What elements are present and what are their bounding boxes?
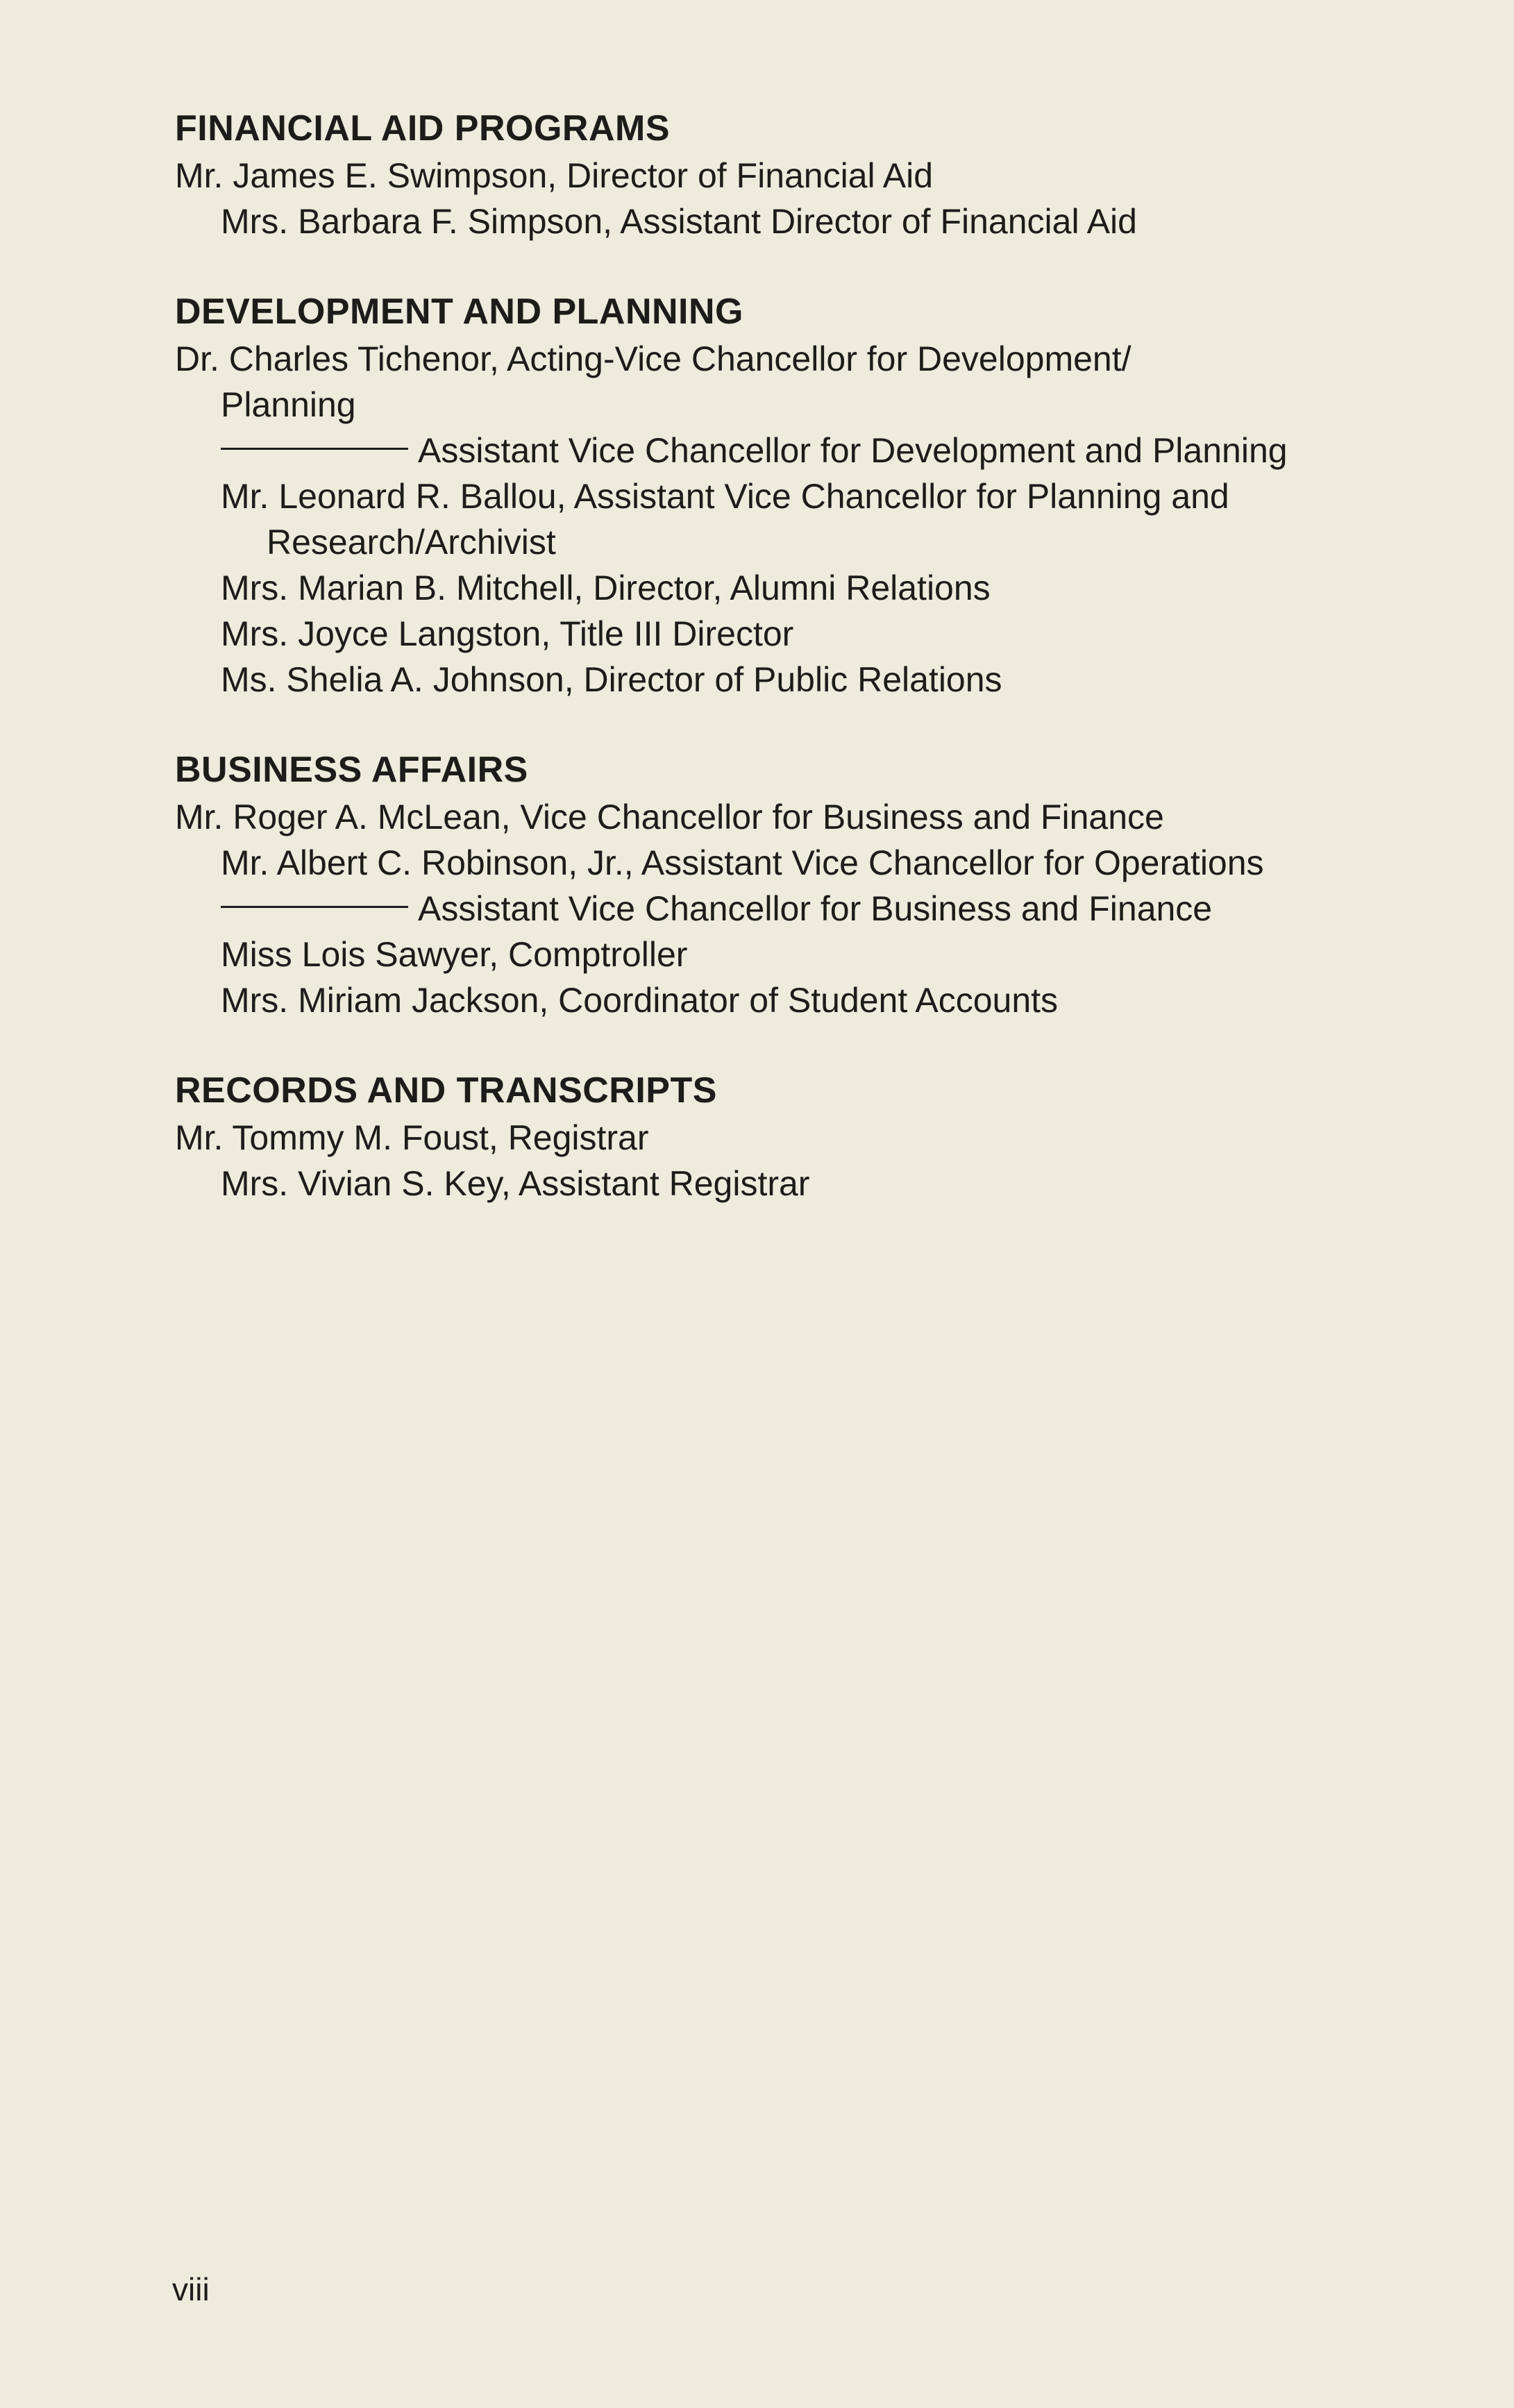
vacant-position-line — [175, 428, 1411, 473]
entry-text: Mrs. Barbara F. Simpson, Assistant Director of Financial Aid — [221, 202, 1137, 241]
staff-entry — [175, 153, 1411, 199]
directory-section — [175, 1066, 1411, 1206]
section-heading: BUSINESS AFFAIRS — [175, 750, 528, 790]
staff-entry — [175, 336, 1411, 382]
directory-section — [175, 746, 1411, 1023]
entry-text: Mr. Tommy M. Foust, Registrar — [175, 1118, 649, 1157]
entry-text: Assistant Vice Chancellor for Business and Finance — [418, 889, 1213, 928]
entry-text: Mrs. Miriam Jackson, Coordinator of Student Accounts — [221, 981, 1059, 1020]
entry-text: Ms. Shelia A. Johnson, Director of Public Relations — [221, 660, 1002, 699]
vacant-position-line — [175, 886, 1411, 932]
staff-entry — [175, 519, 1411, 565]
entry-text: Mrs. Joyce Langston, Title III Director — [221, 614, 794, 653]
section-heading: RECORDS AND TRANSCRIPTS — [175, 1070, 717, 1111]
staff-entry — [175, 657, 1411, 702]
entry-text: Mr. Roger A. McLean, Vice Chancellor for Business and Finance — [175, 798, 1164, 836]
entry-text: Mrs. Marian B. Mitchell, Director, Alumni Relations — [221, 569, 991, 607]
entry-text: Assistant Vice Chancellor for Development and Planning — [418, 431, 1288, 470]
entry-text: Mr. Albert C. Robinson, Jr., Assistant Vice Chancellor for Operations — [221, 843, 1264, 882]
staff-entry — [175, 1115, 1411, 1161]
entry-text: Miss Lois Sawyer, Comptroller — [221, 935, 688, 974]
entry-text: Mr. James E. Swimpson, Director of Financial Aid — [175, 156, 934, 195]
staff-entry — [175, 840, 1411, 886]
page-number: viii — [172, 2271, 210, 2307]
entry-text: Dr. Charles Tichenor, Acting-Vice Chancellor for Development/ — [175, 339, 1132, 378]
staff-entry — [175, 382, 1411, 428]
staff-entry — [175, 794, 1411, 840]
vacancy-blank-rule — [221, 448, 408, 450]
vacancy-blank-rule — [221, 906, 408, 908]
entry-text: Mr. Leonard R. Ballou, Assistant Vice Chancellor for Planning and — [221, 477, 1229, 516]
staff-entry — [175, 977, 1411, 1023]
directory-section — [175, 287, 1411, 702]
staff-entry — [175, 199, 1411, 244]
entry-text: Mrs. Vivian S. Key, Assistant Registrar — [221, 1164, 810, 1203]
staff-entry — [175, 932, 1411, 977]
staff-entry — [175, 473, 1411, 519]
entry-text: Research/Archivist — [267, 523, 556, 562]
section-heading: DEVELOPMENT AND PLANNING — [175, 292, 743, 332]
section-heading: FINANCIAL AID PROGRAMS — [175, 108, 670, 149]
directory-section — [175, 104, 1411, 244]
directory-content — [175, 104, 1411, 1249]
staff-entry — [175, 565, 1411, 611]
staff-entry — [175, 611, 1411, 657]
entry-text: Planning — [221, 385, 356, 424]
staff-entry — [175, 1161, 1411, 1206]
